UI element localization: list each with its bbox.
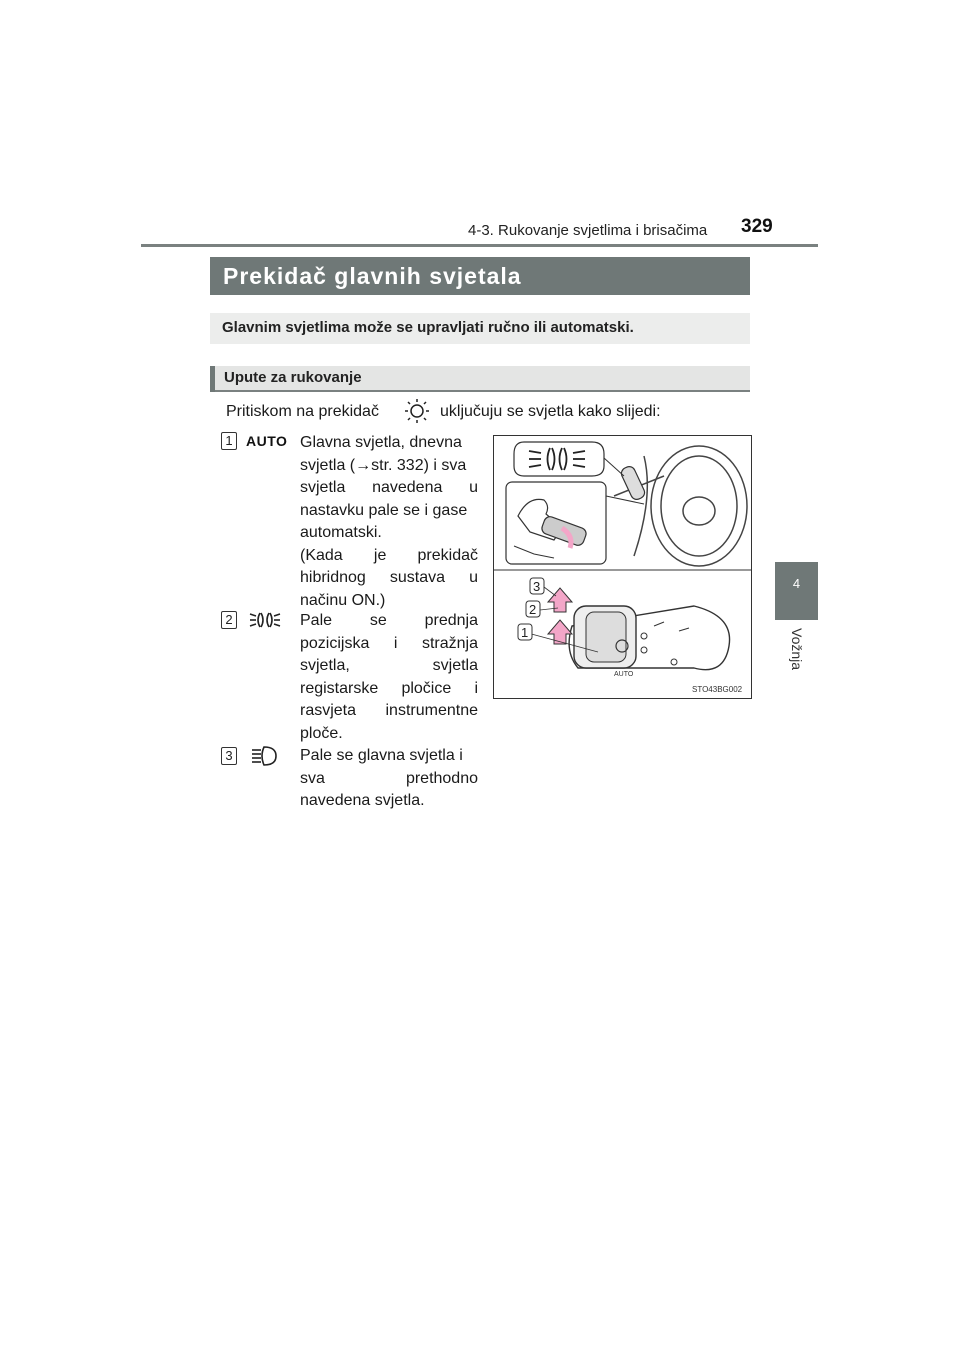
light-switch-icon (402, 398, 432, 424)
subheading-accent (210, 366, 215, 392)
auto-symbol: AUTO (246, 433, 288, 449)
lead-text-before: Pritiskom na prekidač (226, 403, 379, 420)
callout-1: 1 (521, 625, 529, 640)
intro-box (210, 313, 750, 344)
item-3-text: Pale se glavna svjetla i sva prethodno navedena svjetla. (300, 747, 478, 809)
chapter-tab: 4 (775, 562, 818, 620)
headlight-icon (250, 744, 280, 768)
position-lights-icon (248, 609, 282, 631)
switch-illustration (493, 435, 752, 699)
callout-2: 2 (529, 602, 537, 617)
section-title: Prekidač glavnih svjetala (223, 263, 522, 289)
subheading-text: Upute za rukovanje (224, 369, 362, 386)
intro-text: Glavnim svjetlima može se upravljati ručno ili automatski. (222, 319, 634, 336)
hand-inset (506, 482, 644, 564)
column-lever (619, 465, 646, 502)
chapter-label: Vožnja (789, 628, 805, 671)
callout-3: 3 (533, 579, 541, 594)
position-lights-callout (514, 442, 624, 476)
figure-code: STO43BG002 (692, 685, 743, 694)
header-rule (141, 244, 818, 247)
page-number: 329 (741, 216, 773, 237)
item-2-number: 2 (221, 611, 237, 629)
item-1-text: Glavna svjetla, dnevna svjetla (→str. 332) i sva svjetla navedena u nastavku pale se i gase automatski. (Kada je prekidač hibridnog sustava u načinu ON.) (300, 434, 478, 609)
steering-wheel (614, 446, 747, 566)
item-3-number: 3 (221, 747, 237, 765)
section-title-bar (210, 257, 750, 295)
lever-closeup (518, 578, 730, 678)
running-header: 4-3. Rukovanje svjetlima i brisačima (468, 222, 708, 239)
subheading-bar (210, 366, 750, 392)
lead-text-after: uključuju se svjetla kako slijedi: (440, 403, 661, 420)
illustration-drawing (494, 436, 751, 698)
switch-auto-label: AUTO (614, 671, 634, 678)
item-2-text: Pale se prednja pozicijska i stražnja svjetla, svjetla registarske pločice i rasvjeta instrumentne ploče. (300, 612, 478, 742)
item-1-number: 1 (221, 432, 237, 450)
